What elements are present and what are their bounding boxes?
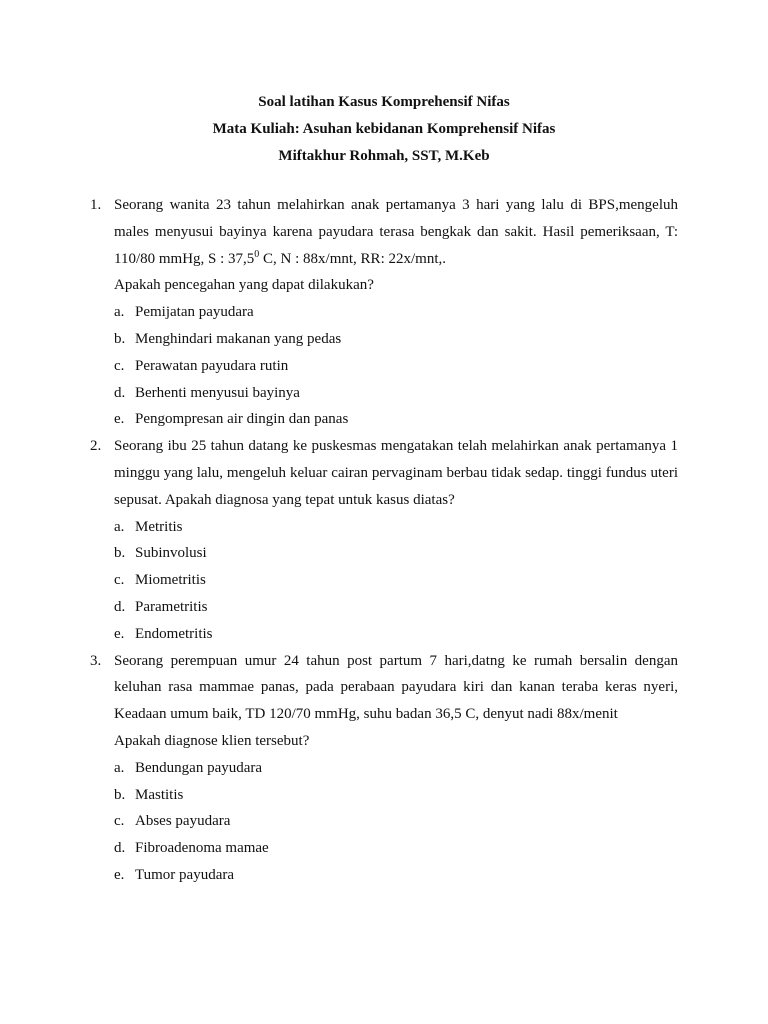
option-text: Abses payudara (135, 813, 231, 830)
document-title: Soal latihan Kasus Komprehensif Nifas (258, 94, 510, 110)
question-stem-text: Seorang ibu 25 tahun datang ke puskesmas mengatakan telah melahirkan anak pertamanya 1 minggu yang lalu, mengeluh keluar cairan pervaginam berbau tidak sedap. tinggi fundus uteri sepusat. Apakah diagnosa yang tepat untuk kasus diatas? (114, 438, 678, 508)
option-letter: e. (114, 625, 125, 642)
option-item (114, 862, 678, 889)
option-item (114, 540, 678, 567)
option-text: Bendungan payudara (135, 759, 263, 776)
option-item (114, 353, 678, 380)
question-stem-part: Seorang wanita 23 tahun melahirkan anak pertamanya 3 hari yang lalu di BPS,mengeluh males menyusui bayinya karena payudara terasa bengkak dan sakit. Hasil pemeriksaan, T: 110/80 mmHg, S : 37,5 (114, 197, 678, 267)
option-letter: e. (114, 866, 125, 883)
question-stem (114, 433, 678, 513)
option-text: Perawatan payudara rutin (135, 357, 289, 374)
question-prompt: Apakah diagnose klien tersebut? (114, 732, 310, 749)
option-text: Fibroadenoma mamae (135, 840, 269, 857)
option-letter: b. (114, 545, 126, 562)
question-3 (90, 648, 678, 889)
course-name: Mata Kuliah: Asuhan kebidanan Komprehensif Nifas (212, 121, 556, 137)
question-number: 3. (90, 652, 102, 669)
option-letter: a. (114, 759, 125, 776)
option-text: Pengompresan air dingin dan panas (135, 411, 349, 428)
question-stem-text: Seorang perempuan umur 24 tahun post partum 7 hari,datng ke rumah bersalin dengan keluhan rasa mammae panas, pada perabaan payudara kiri dan kanan teraba keras nyeri, Keadaan umum baik, TD 120/70 mmHg, suhu badan 36,5 C, denyut nadi 88x/menit (114, 652, 678, 723)
option-text: Endometritis (135, 625, 213, 642)
option-letter: c. (114, 813, 125, 830)
option-item (114, 621, 678, 648)
option-item (114, 299, 678, 326)
option-item (114, 514, 678, 541)
option-item (114, 380, 678, 407)
option-letter: d. (114, 598, 126, 615)
option-item (114, 808, 678, 835)
question-list (90, 192, 678, 889)
option-letter: e. (114, 411, 125, 428)
option-text: Mastitis (135, 786, 184, 803)
option-text: Berhenti menyusui bayinya (135, 384, 300, 401)
option-list (114, 299, 678, 433)
option-letter: d. (114, 840, 126, 857)
question-stem (114, 192, 678, 272)
option-text: Metritis (135, 518, 183, 535)
question-number: 2. (90, 438, 102, 455)
option-item (114, 406, 678, 433)
question-2 (90, 433, 678, 647)
question-stem-part: C, N : 88x/mnt, RR: 22x/mnt,. (259, 250, 446, 267)
option-letter: c. (114, 357, 125, 374)
question-1 (90, 192, 678, 433)
option-letter: c. (114, 572, 125, 589)
option-item (114, 782, 678, 809)
question-prompt: Apakah pencegahan yang dapat dilakukan? (114, 277, 374, 294)
superscript-degree: 0 (254, 248, 260, 260)
option-item (114, 567, 678, 594)
option-text: Miometritis (135, 572, 206, 589)
option-item (114, 326, 678, 353)
option-item (114, 835, 678, 862)
option-text: Menghindari makanan yang pedas (135, 330, 342, 347)
option-letter: d. (114, 384, 126, 401)
option-list (114, 755, 678, 889)
option-item (114, 755, 678, 782)
question-number: 1. (90, 197, 102, 213)
option-letter: a. (114, 518, 125, 535)
author-name: Miftakhur Rohmah, SST, M.Keb (278, 148, 490, 164)
option-text: Pemijatan payudara (135, 304, 254, 321)
option-letter: b. (114, 330, 126, 347)
option-letter: b. (114, 786, 126, 803)
document-header (90, 89, 678, 170)
option-letter: a. (114, 304, 125, 321)
option-text: Subinvolusi (135, 545, 207, 562)
option-item (114, 594, 678, 621)
option-text: Parametritis (135, 598, 208, 615)
question-stem (114, 648, 678, 728)
option-list (114, 514, 678, 648)
option-text: Tumor payudara (135, 866, 235, 883)
